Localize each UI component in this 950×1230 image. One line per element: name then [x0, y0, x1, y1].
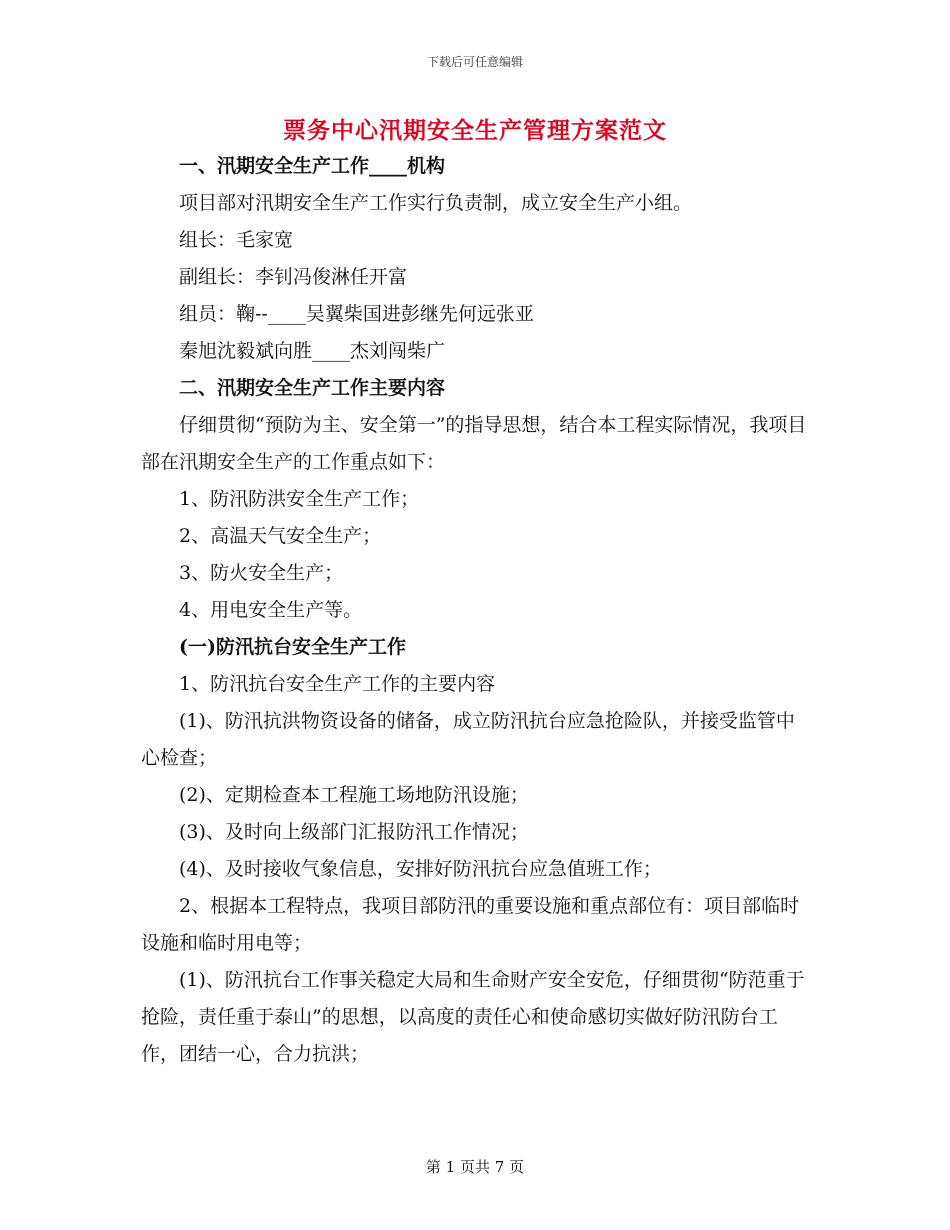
header-note: 下载后可任意编辑	[426, 55, 523, 69]
list-item: (4)、及时接收气象信息，安排好防汛抗台应急值班工作；	[179, 858, 662, 880]
section-heading-1: 一、汛期安全生产工作____机构	[179, 155, 446, 177]
paragraph: 副组长：李钊冯俊淋任开富	[179, 266, 408, 288]
list-item: (3)、及时向上级部门汇报防汛工作情况；	[179, 821, 529, 843]
list-item: 1、防汛防洪安全生产工作；	[179, 488, 420, 510]
paragraph: 组员：鞠--____吴翼柴国进彭继先何远张亚	[179, 303, 534, 325]
document-title: 票务中心汛期安全生产管理方案范文	[283, 117, 667, 144]
paragraph: 1、防汛抗台安全生产工作的主要内容	[179, 673, 496, 695]
paragraph: 组长：毛家宽	[179, 229, 294, 251]
list-item: 3、防火安全生产；	[179, 562, 344, 584]
paragraph: 项目部对汛期安全生产工作实行负责制，成立安全生产小组。	[179, 192, 693, 214]
page-footer: 第 1 页共 7 页	[425, 1158, 525, 1176]
paragraph: 仔细贯彻“预防为主、安全第一”的指导思想，结合本工程实际情况，我项目部在汛期安全生产的工作重点如下：	[141, 414, 807, 473]
section-heading-2: 二、汛期安全生产工作主要内容	[179, 377, 446, 399]
list-item: (2)、定期检查本工程施工场地防汛设施；	[179, 784, 529, 806]
paragraph: (1)、防汛抗台工作事关稳定大局和生命财产安全安危，仔细贯彻“防范重于抢险，责任重于泰山”的思想，以高度的责任心和使命感切实做好防汛防台工作，团结一心，合力抗洪；	[141, 969, 805, 1065]
paragraph: 秦旭沈毅斌向胜____杰刘闯柴广	[179, 340, 446, 362]
list-item: (1)、防汛抗洪物资设备的储备，成立防汛抗台应急抢险队，并接受监管中心检查；	[141, 710, 795, 769]
list-item: 2、高温天气安全生产；	[179, 525, 382, 547]
list-item: 4、用电安全生产等。	[179, 599, 363, 621]
document-body	[141, 148, 811, 1073]
paragraph: 2、根据本工程特点，我项目部防汛的重要设施和重点部位有：项目部临时设施和临时用电等；	[141, 895, 800, 954]
subsection-heading: (一)防汛抗台安全生产工作	[179, 636, 406, 658]
